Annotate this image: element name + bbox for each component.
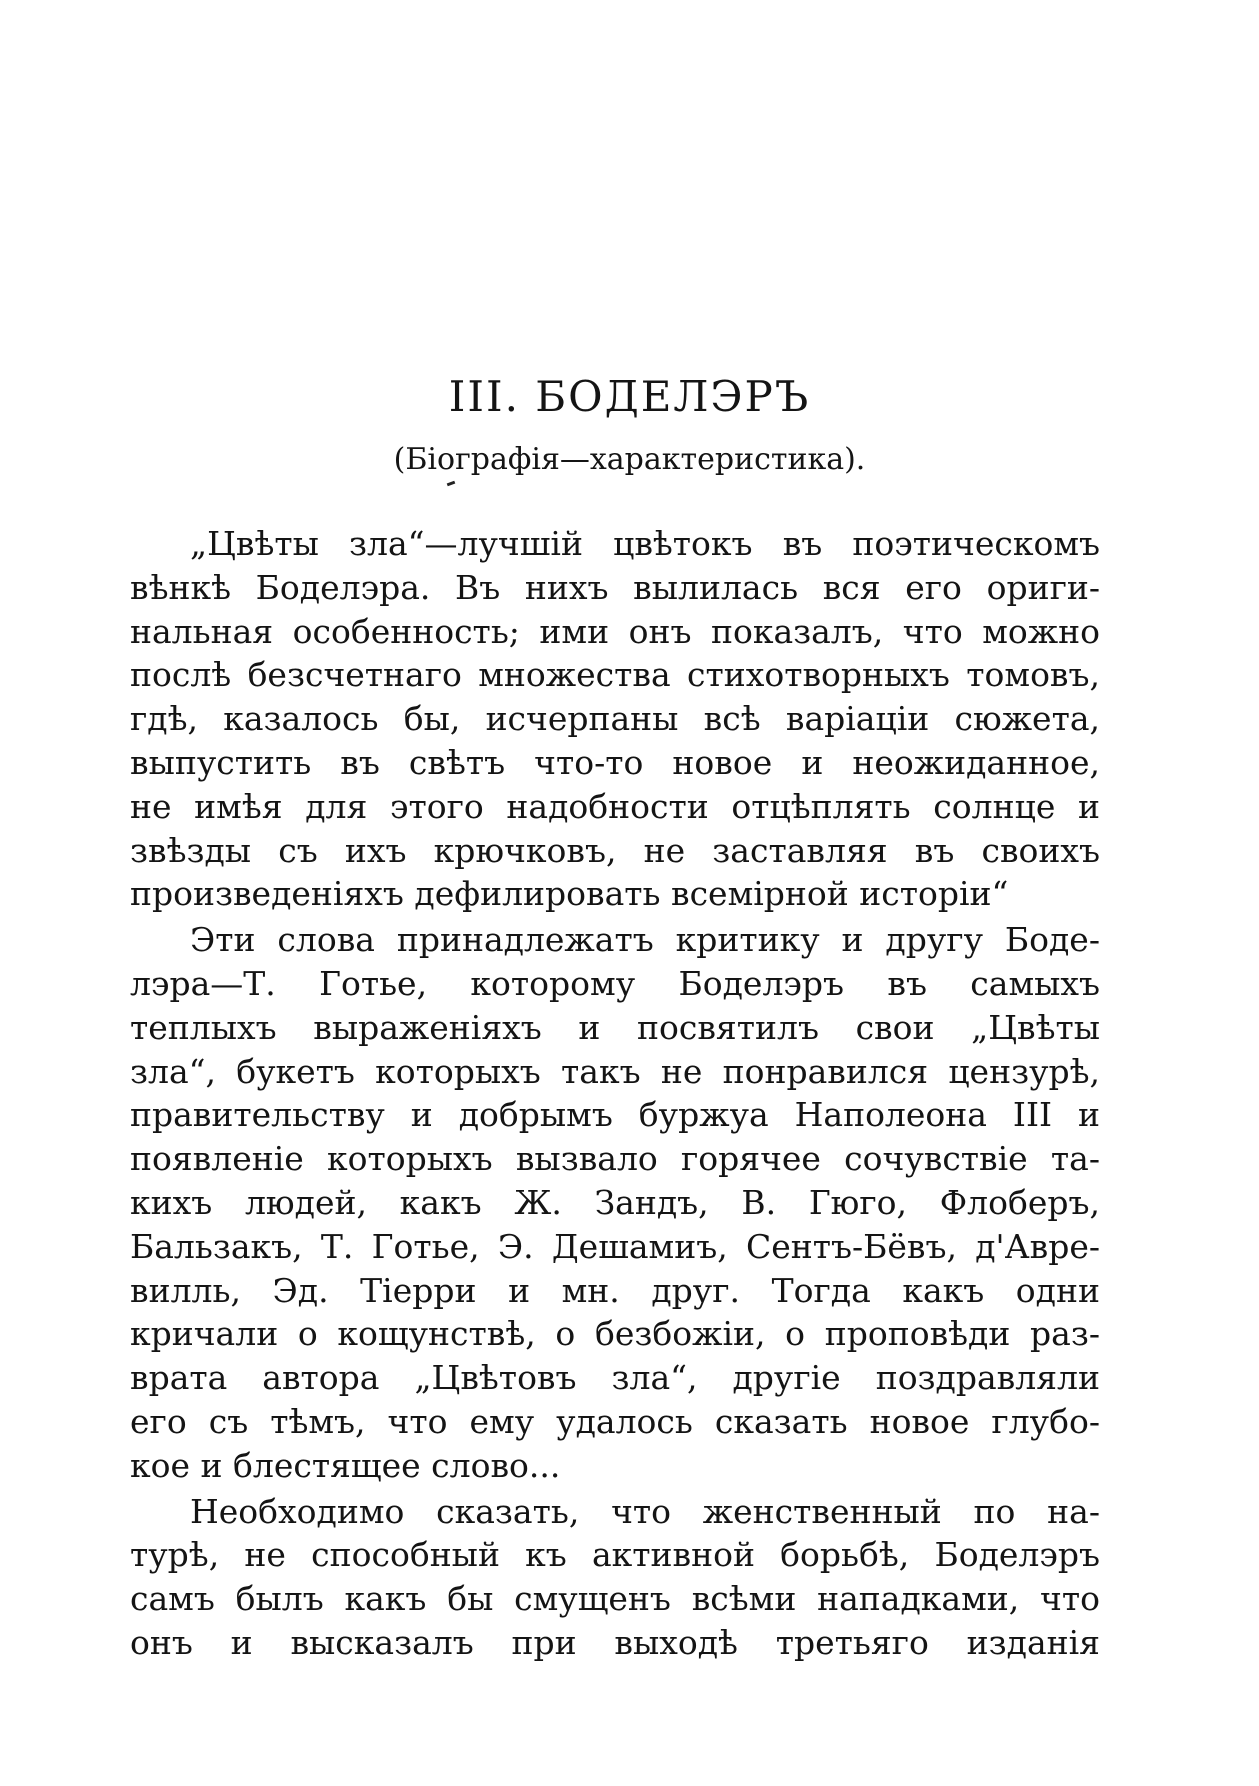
paragraph-3 (130, 1490, 1100, 1665)
text-line: выпустить въ свѣтъ что-то новое и неожиданное, (130, 742, 1100, 782)
text-line: Бальзакъ, Т. Готье, Э. Дешамиъ, Сентъ-Бёвъ, д'Авре- (130, 1226, 1100, 1266)
text-line: произведеніяхъ дефилировать всемірной исторіи“ (130, 874, 1009, 914)
text-line: его съ тѣмъ, что ему удалось сказать новое глубо- (130, 1401, 1100, 1441)
text-line: кое и блестящее слово... (130, 1445, 561, 1485)
paragraph-2 (130, 918, 1100, 1487)
text-line: вилль, Эд. Тіерри и мн. друг. Тогда какъ одни (130, 1270, 1100, 1310)
text-line: нальная особенность; ими онъ показалъ, что можно (130, 611, 1100, 651)
text-line: онъ и высказалъ при выходѣ третьяго изданія (130, 1622, 1100, 1662)
text-line: звѣзды съ ихъ крючковъ, не заставляя въ своихъ (130, 830, 1100, 870)
text-line: появленіе которыхъ вызвало горячее сочувствіе та- (130, 1139, 1100, 1179)
text-line: Необходимо сказать, что женственный по на- (190, 1491, 1100, 1531)
print-speck (447, 481, 456, 487)
text-line: правительству и добрымъ буржуа Наполеона III и (130, 1095, 1100, 1135)
chapter-subtitle: (Біографія—характеристика). (393, 442, 866, 477)
paragraph-1 (130, 522, 1100, 916)
text-line: Эти слова принадлежатъ критику и другу Боде- (190, 920, 1100, 960)
text-line: врата автора „Цвѣтовъ зла“, другіе поздравляли (130, 1358, 1100, 1398)
text-line: не имѣя для этого надобности отцѣплять солнце и (130, 786, 1100, 826)
text-line: вѣнкѣ Боделэра. Въ нихъ вылилась вся его ориги- (130, 567, 1100, 607)
text-line: зла“, букетъ которыхъ такъ не понравился цензурѣ, (130, 1051, 1100, 1091)
text-line: гдѣ, казалось бы, исчерпаны всѣ варіаціи сюжета, (130, 699, 1100, 739)
text-line: турѣ, не способный къ активной борьбѣ, Боделэръ (130, 1535, 1100, 1575)
text-line: теплыхъ выраженіяхъ и посвятилъ свои „Цвѣты (130, 1007, 1100, 1047)
text-line: послѣ безсчетнаго множества стихотворныхъ томовъ, (130, 655, 1100, 695)
text-line: самъ былъ какъ бы смущенъ всѣми нападками, что (130, 1579, 1100, 1619)
text-line: кричали о кощунствѣ, о безбожіи, о проповѣди раз- (130, 1314, 1100, 1354)
body-text (130, 522, 1100, 1665)
text-line: „Цвѣты зла“—лучшій цвѣтокъ въ поэтическомъ (190, 524, 1100, 563)
text-line: кихъ людей, какъ Ж. Зандъ, В. Гюго, Флоберъ, (130, 1182, 1100, 1222)
chapter-title: III. БОДЕЛЭРЪ (448, 372, 811, 421)
text-line: лэра—Т. Готье, которому Боделэръ въ самыхъ (130, 963, 1100, 1003)
